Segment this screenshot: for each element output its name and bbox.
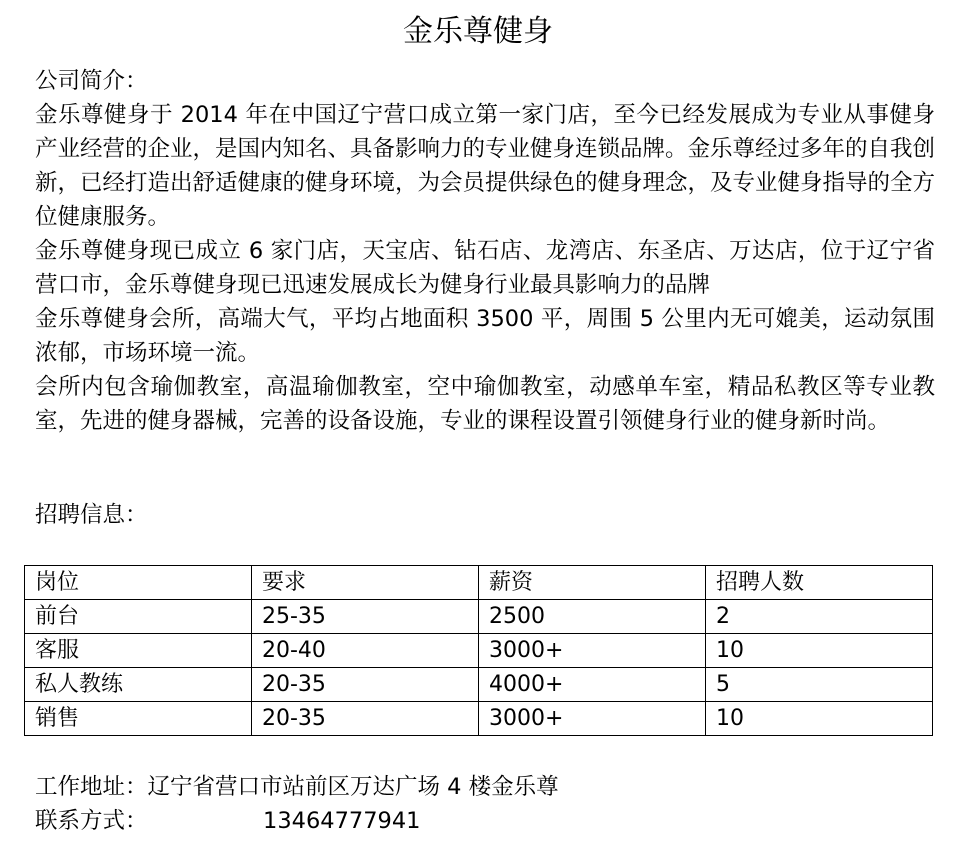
intro-paragraph: 金乐尊健身会所，高端大气，平均占地面积 3500 平，周围 5 公里内无可媲美，运动氛围浓郁，市场环境一流。 bbox=[35, 306, 935, 366]
address-value: 辽宁省营口市站前区万达广场 4 楼金乐尊 bbox=[147, 774, 559, 800]
contact-info bbox=[35, 770, 559, 838]
phone-value: 13464777941 bbox=[263, 808, 421, 834]
phone-label: 联系方式： bbox=[35, 808, 148, 834]
column-header: 要求 bbox=[252, 566, 479, 600]
table-cell: 10 bbox=[706, 702, 933, 736]
table-row bbox=[25, 668, 933, 702]
table-cell: 20-40 bbox=[252, 634, 479, 668]
column-header: 薪资 bbox=[479, 566, 706, 600]
table-cell: 3000+ bbox=[479, 634, 706, 668]
recruitment-table bbox=[24, 565, 933, 736]
phone-line bbox=[35, 804, 559, 838]
address-label: 工作地址： bbox=[35, 774, 148, 800]
table-header-row bbox=[25, 566, 933, 600]
table-cell: 4000+ bbox=[479, 668, 706, 702]
table-row bbox=[25, 634, 933, 668]
intro-paragraph: 金乐尊健身于 2014 年在中国辽宁营口成立第一家门店，至今已经发展成为专业从事健身产业经营的企业，是国内知名、具备影响力的专业健身连锁品牌。金乐尊经过多年的自我创新，已经打造出舒适健康的健身环境，为会员提供绿色的健身理念，及专业健身指导的全方位健康服务。 bbox=[35, 102, 936, 230]
company-intro bbox=[35, 64, 935, 438]
table-row bbox=[25, 702, 933, 736]
intro-heading: 公司简介： bbox=[35, 68, 148, 94]
intro-paragraph: 金乐尊健身现已成立 6 家门店，天宝店、钻石店、龙湾店、东圣店、万达店，位于辽宁省营口市，金乐尊健身现已迅速发展成长为健身行业最具影响力的品牌 bbox=[35, 238, 935, 298]
table-cell: 2500 bbox=[479, 600, 706, 634]
table-cell: 私人教练 bbox=[25, 668, 252, 702]
table-row bbox=[25, 600, 933, 634]
table-cell: 销售 bbox=[25, 702, 252, 736]
table-cell: 20-35 bbox=[252, 702, 479, 736]
address-line bbox=[35, 770, 559, 804]
table-cell: 20-35 bbox=[252, 668, 479, 702]
table-cell: 前台 bbox=[25, 600, 252, 634]
table-cell: 25-35 bbox=[252, 600, 479, 634]
table-cell: 3000+ bbox=[479, 702, 706, 736]
table-cell: 10 bbox=[706, 634, 933, 668]
page-title: 金乐尊健身 bbox=[403, 14, 553, 49]
table-cell: 客服 bbox=[25, 634, 252, 668]
column-header: 招聘人数 bbox=[706, 566, 933, 600]
column-header: 岗位 bbox=[25, 566, 252, 600]
table-cell: 5 bbox=[706, 668, 933, 702]
table-cell: 2 bbox=[706, 600, 933, 634]
recruitment-heading: 招聘信息： bbox=[35, 502, 148, 528]
intro-paragraph: 会所内包含瑜伽教室，高温瑜伽教室，空中瑜伽教室，动感单车室，精品私教区等专业教室，先进的健身器械，完善的设备设施，专业的课程设置引领健身行业的健身新时尚。 bbox=[35, 374, 935, 434]
